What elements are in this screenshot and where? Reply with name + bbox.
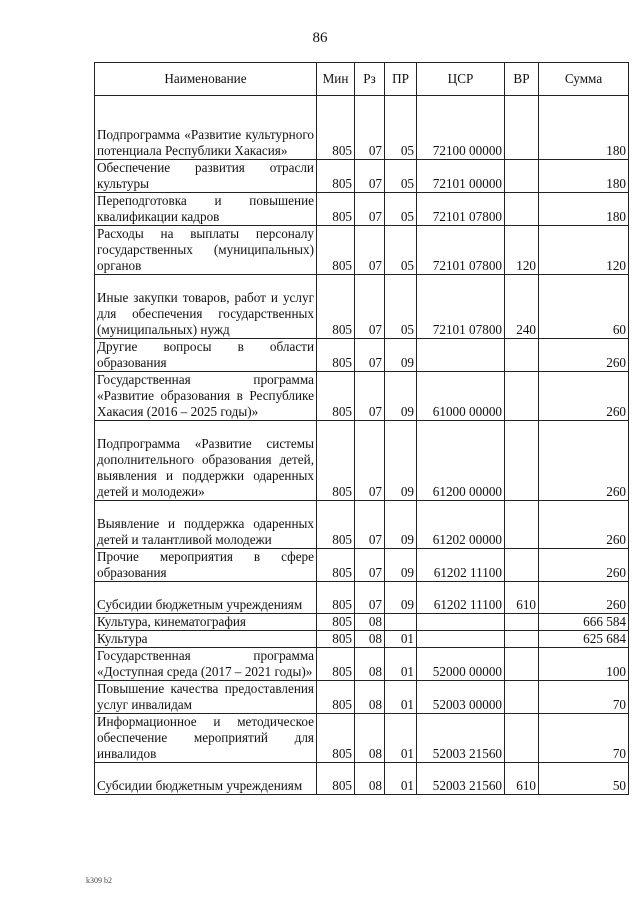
cell-csr: 61200 00000	[417, 421, 505, 501]
header-name: Наименование	[95, 63, 317, 96]
cell-name: Субсидии бюджетным учреждениям	[95, 763, 317, 795]
cell-name: Государственная программа «Доступная среда (2017 – 2021 годы)»	[95, 648, 317, 681]
cell-sum: 70	[539, 681, 629, 714]
cell-csr: 72101 00000	[417, 160, 505, 193]
table-row	[95, 275, 629, 339]
page-number: 86	[312, 30, 328, 46]
cell-pr: 01	[385, 763, 417, 795]
table-row	[95, 193, 629, 226]
cell-vr: 610	[505, 763, 539, 795]
table-row	[95, 631, 629, 648]
cell-rz: 07	[355, 226, 385, 275]
cell-sum: 120	[539, 226, 629, 275]
table-row	[95, 763, 629, 795]
cell-min: 805	[317, 372, 355, 421]
table-row	[95, 714, 629, 763]
table-row	[95, 582, 629, 614]
cell-vr	[505, 96, 539, 160]
cell-pr: 01	[385, 714, 417, 763]
table-row	[95, 614, 629, 631]
cell-pr: 09	[385, 501, 417, 549]
cell-pr: 05	[385, 96, 417, 160]
cell-rz: 07	[355, 501, 385, 549]
cell-min: 805	[317, 160, 355, 193]
cell-name: Подпрограмма «Развитие системы дополнительного образования детей, выявления и поддержки одаренных детей и молодежи»	[95, 421, 317, 501]
cell-pr: 05	[385, 226, 417, 275]
cell-csr: 61202 11100	[417, 582, 505, 614]
header-vr: ВР	[505, 63, 539, 96]
header-rz: Рз	[355, 63, 385, 96]
cell-vr: 120	[505, 226, 539, 275]
cell-vr: 240	[505, 275, 539, 339]
table-row	[95, 226, 629, 275]
cell-vr	[505, 549, 539, 582]
table-row	[95, 96, 629, 160]
cell-min: 805	[317, 96, 355, 160]
cell-rz: 07	[355, 372, 385, 421]
cell-min: 805	[317, 714, 355, 763]
cell-csr: 52003 21560	[417, 714, 505, 763]
header-pr: ПР	[385, 63, 417, 96]
table-row	[95, 421, 629, 501]
cell-rz: 07	[355, 193, 385, 226]
cell-sum: 666 584	[539, 614, 629, 631]
cell-min: 805	[317, 339, 355, 372]
cell-vr	[505, 193, 539, 226]
cell-csr: 52003 21560	[417, 763, 505, 795]
cell-csr	[417, 631, 505, 648]
cell-csr: 52000 00000	[417, 648, 505, 681]
cell-csr	[417, 339, 505, 372]
table-row	[95, 339, 629, 372]
cell-pr: 01	[385, 648, 417, 681]
cell-rz: 07	[355, 421, 385, 501]
cell-rz: 07	[355, 160, 385, 193]
cell-pr: 09	[385, 582, 417, 614]
cell-vr	[505, 501, 539, 549]
cell-name: Государственная программа «Развитие образования в Республике Хакасия (2016 – 2025 годы)»	[95, 372, 317, 421]
cell-name: Выявление и поддержка одаренных детей и талантливой молодежи	[95, 501, 317, 549]
cell-vr	[505, 339, 539, 372]
cell-name: Прочие мероприятия в сфере образования	[95, 549, 317, 582]
cell-csr: 72101 07800	[417, 275, 505, 339]
cell-vr	[505, 631, 539, 648]
cell-csr: 72100 00000	[417, 96, 505, 160]
cell-sum: 70	[539, 714, 629, 763]
cell-name: Повышение качества предоставления услуг инвалидам	[95, 681, 317, 714]
header-min: Мин	[317, 63, 355, 96]
cell-sum: 180	[539, 96, 629, 160]
cell-name: Культура	[95, 631, 317, 648]
cell-pr	[385, 614, 417, 631]
cell-sum: 260	[539, 582, 629, 614]
cell-min: 805	[317, 226, 355, 275]
cell-rz: 07	[355, 549, 385, 582]
cell-sum: 100	[539, 648, 629, 681]
cell-min: 805	[317, 275, 355, 339]
cell-min: 805	[317, 549, 355, 582]
cell-name: Культура, кинематография	[95, 614, 317, 631]
cell-name: Переподготовка и повышение квалификации кадров	[95, 193, 317, 226]
cell-pr: 09	[385, 372, 417, 421]
cell-vr	[505, 681, 539, 714]
cell-min: 805	[317, 421, 355, 501]
table-row	[95, 501, 629, 549]
cell-min: 805	[317, 631, 355, 648]
cell-sum: 260	[539, 339, 629, 372]
cell-name: Подпрограмма «Развитие культурного потенциала Республики Хакасия»	[95, 96, 317, 160]
cell-rz: 08	[355, 631, 385, 648]
table-row	[95, 681, 629, 714]
cell-sum: 50	[539, 763, 629, 795]
table-row	[95, 372, 629, 421]
cell-name: Иные закупки товаров, работ и услуг для обеспечения государственных (муниципальных) нужд	[95, 275, 317, 339]
cell-vr	[505, 648, 539, 681]
cell-name: Расходы на выплаты персоналу государственных (муниципальных) органов	[95, 226, 317, 275]
table-row	[95, 549, 629, 582]
cell-min: 805	[317, 648, 355, 681]
cell-csr: 61202 00000	[417, 501, 505, 549]
cell-sum: 260	[539, 549, 629, 582]
cell-vr: 610	[505, 582, 539, 614]
cell-csr: 72101 07800	[417, 193, 505, 226]
cell-sum: 260	[539, 372, 629, 421]
cell-name: Информационное и методическое обеспечение мероприятий для инвалидов	[95, 714, 317, 763]
cell-rz: 07	[355, 96, 385, 160]
header-csr: ЦСР	[417, 63, 505, 96]
cell-csr: 61202 11100	[417, 549, 505, 582]
cell-min: 805	[317, 582, 355, 614]
cell-min: 805	[317, 763, 355, 795]
cell-sum: 260	[539, 501, 629, 549]
cell-pr: 09	[385, 421, 417, 501]
cell-rz: 08	[355, 648, 385, 681]
cell-min: 805	[317, 681, 355, 714]
cell-sum: 180	[539, 193, 629, 226]
cell-csr: 72101 07800	[417, 226, 505, 275]
cell-pr: 01	[385, 681, 417, 714]
cell-vr	[505, 614, 539, 631]
cell-rz: 08	[355, 614, 385, 631]
cell-vr	[505, 421, 539, 501]
cell-name: Субсидии бюджетным учреждениям	[95, 582, 317, 614]
cell-rz: 08	[355, 763, 385, 795]
cell-name: Другие вопросы в области образования	[95, 339, 317, 372]
footer-code: k309 b2	[86, 876, 112, 885]
cell-rz: 07	[355, 339, 385, 372]
cell-rz: 08	[355, 681, 385, 714]
cell-sum: 625 684	[539, 631, 629, 648]
cell-min: 805	[317, 501, 355, 549]
cell-min: 805	[317, 193, 355, 226]
cell-pr: 09	[385, 549, 417, 582]
cell-pr: 05	[385, 275, 417, 339]
cell-csr: 61000 00000	[417, 372, 505, 421]
cell-rz: 07	[355, 582, 385, 614]
cell-sum: 60	[539, 275, 629, 339]
cell-rz: 08	[355, 714, 385, 763]
cell-sum: 260	[539, 421, 629, 501]
cell-rz: 07	[355, 275, 385, 339]
cell-pr: 05	[385, 160, 417, 193]
cell-pr: 09	[385, 339, 417, 372]
table-row	[95, 160, 629, 193]
cell-vr	[505, 160, 539, 193]
cell-sum: 180	[539, 160, 629, 193]
cell-pr: 05	[385, 193, 417, 226]
budget-table	[94, 62, 629, 795]
cell-csr: 52003 00000	[417, 681, 505, 714]
header-sum: Сумма	[539, 63, 629, 96]
table-header-row	[95, 63, 629, 96]
cell-vr	[505, 714, 539, 763]
cell-pr: 01	[385, 631, 417, 648]
cell-name: Обеспечение развития отрасли культуры	[95, 160, 317, 193]
table-row	[95, 648, 629, 681]
cell-csr	[417, 614, 505, 631]
cell-min: 805	[317, 614, 355, 631]
cell-vr	[505, 372, 539, 421]
